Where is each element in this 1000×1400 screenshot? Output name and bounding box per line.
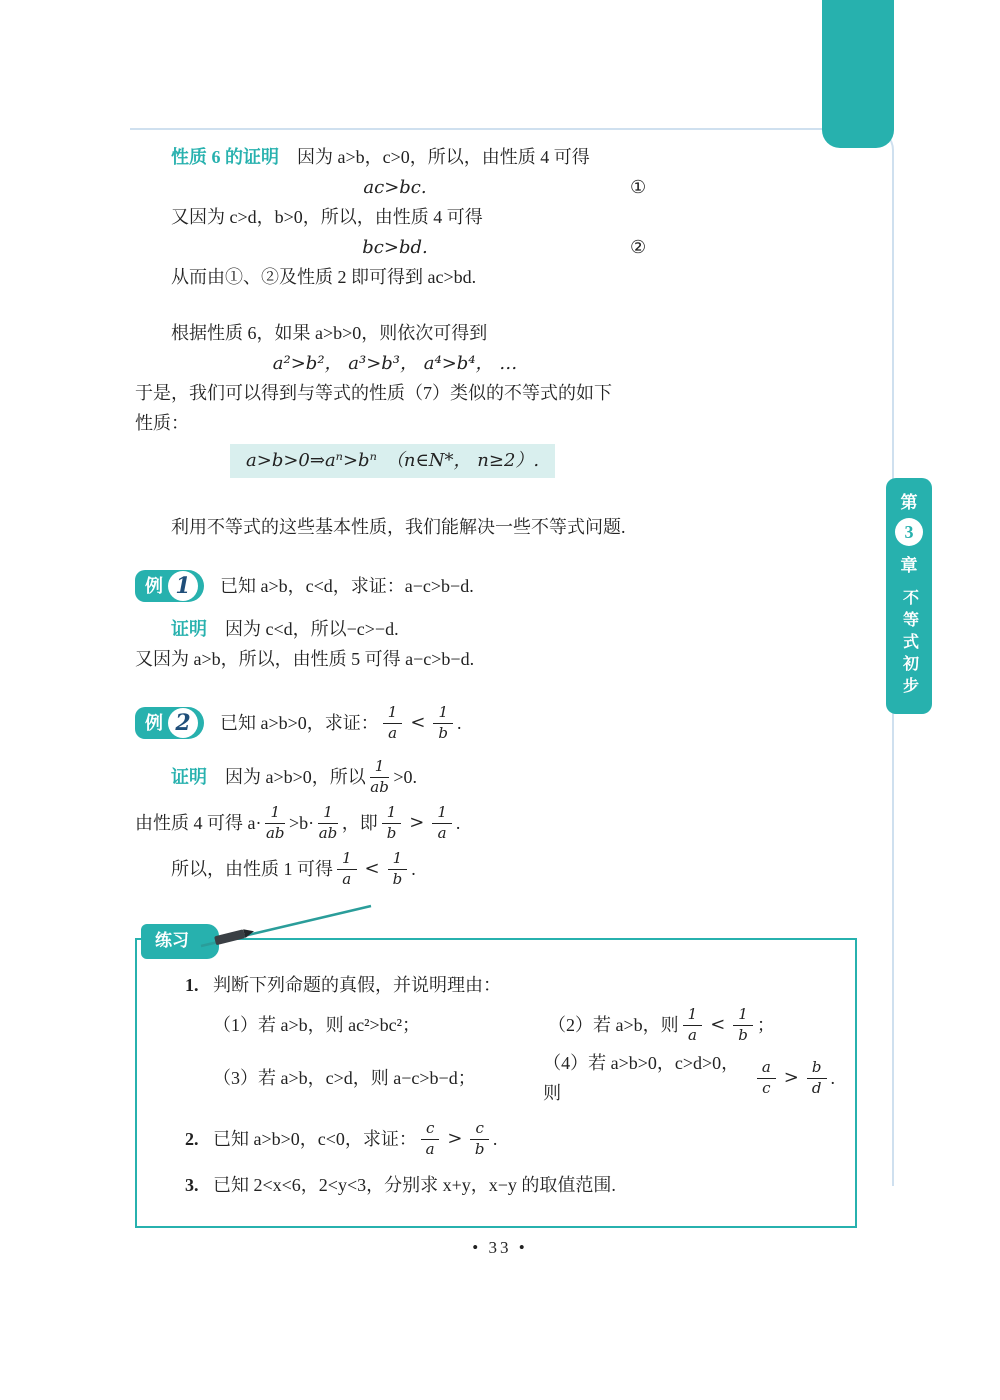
question-2 — [185, 1116, 835, 1162]
text-segment: 已知 a>b>0，c<0，求证： — [213, 1129, 417, 1149]
example-1-proof-label: 证明 — [171, 619, 207, 639]
less-than-sign: < — [710, 1014, 726, 1035]
powers-paragraph — [135, 378, 857, 438]
equation-bc-bd: bc>bd. — [362, 237, 428, 258]
fraction-c-over-b: $\frac{c}{b}$ — [470, 1120, 488, 1158]
example-2-proof-line2 — [135, 800, 857, 846]
question-3-number: 3. — [185, 1175, 199, 1195]
example-2-badge — [135, 707, 204, 739]
text-segment: . — [455, 813, 461, 833]
example-2-badge-label: 例 — [145, 713, 163, 733]
proof6-line2: 又因为 c>d，b>0，所以，由性质 4 可得 — [171, 207, 483, 227]
question-1-subrow-b — [213, 1048, 835, 1108]
text-segment: 由性质 4 可得 a· — [135, 813, 262, 833]
greater-than-sign: > — [447, 1128, 463, 1149]
main-content — [135, 142, 857, 1228]
question-1-item-3: （3）若 a>b，c>d，则 a−c>b−d； — [213, 1068, 476, 1088]
chapter-number-badge — [895, 518, 923, 546]
text-segment: >b· — [289, 813, 315, 833]
fraction-1-over-a: $\frac{1}{a}$ — [383, 704, 403, 742]
text-segment: . — [411, 859, 416, 879]
practice-section — [135, 931, 857, 1228]
fraction-1-over-b: $\frac{1}{b}$ — [382, 804, 402, 842]
fraction-c-over-a: $\frac{c}{a}$ — [421, 1120, 439, 1158]
example-1-proof-line1 — [135, 614, 857, 644]
key-property-formula: a>b>0⇒aⁿ>bⁿ （n∈N*， n≥2）. — [230, 444, 555, 478]
question-1-body — [213, 970, 835, 1108]
equation-ac-bc: ac>bc. — [363, 177, 427, 198]
fraction-1-over-ab: $\frac{1}{ab}$ — [265, 803, 285, 842]
text-segment: ，即 — [341, 813, 378, 833]
less-than-sign: < — [364, 858, 380, 879]
greater-than-sign: > — [783, 1067, 799, 1088]
example-1-statement: 已知 a>b，c<d，求证：a−c>b−d. — [220, 576, 474, 596]
fraction-1-over-ab: $\frac{1}{ab}$ — [370, 757, 389, 796]
chapter-prefix: 第 — [900, 493, 918, 512]
question-3 — [185, 1170, 835, 1200]
chapter-tab — [886, 478, 932, 714]
fraction-1-over-a: $\frac{1}{a}$ — [337, 850, 357, 888]
example-1 — [135, 566, 857, 606]
equation-tag-2: ② — [630, 237, 647, 257]
text-segment: . — [492, 1129, 498, 1149]
text-segment: （2）若 a>b，则 — [548, 1015, 679, 1035]
practice-box — [135, 938, 857, 1228]
proof6-paragraph — [135, 142, 857, 172]
question-2-body — [213, 1116, 497, 1162]
text-segment: ； — [756, 1015, 775, 1035]
question-1-subrow-a — [213, 1002, 835, 1048]
text-segment: （4）若 a>b>0，c>d>0，则 — [543, 1053, 740, 1103]
equation-row-2 — [135, 232, 655, 262]
fraction-1-over-a: $\frac{1}{a}$ — [683, 1006, 703, 1044]
fraction-a-over-c: $\frac{a}{c}$ — [757, 1059, 776, 1097]
question-1-text: 判断下列命题的真假，并说明理由： — [213, 975, 501, 995]
proof6-line1: 因为 a>b，c>0，所以，由性质 4 可得 — [297, 147, 590, 167]
example-2-proof-line3 — [135, 846, 857, 892]
example-2-proof-line1 — [135, 754, 857, 800]
example-1-proof-text: 因为 c<d，所以−c>−d. — [225, 619, 399, 639]
fraction-1-over-b: $\frac{1}{b}$ — [433, 704, 453, 742]
powers-line2a: 于是，我们可以得到与等式的性质（7）类似的不等式的如下 — [135, 383, 612, 403]
equation-row-1 — [135, 172, 655, 202]
example-1-badge — [135, 570, 204, 602]
chapter-number: 3 — [904, 521, 914, 542]
question-1-item-1: （1）若 a>b，则 ac²>bc²； — [213, 1015, 421, 1035]
fraction-1-over-b: $\frac{1}{b}$ — [733, 1006, 753, 1044]
example-1-badge-number: 1 — [168, 571, 198, 601]
example-2-badge-number: 2 — [168, 708, 198, 738]
less-than-sign: < — [410, 712, 426, 733]
fraction-1-over-b: $\frac{1}{b}$ — [388, 850, 408, 888]
example-2-proof-end: >0. — [393, 767, 417, 787]
fraction-1-over-ab: $\frac{1}{ab}$ — [318, 803, 338, 842]
example-1-proof-line2: 又因为 a>b，所以，由性质 5 可得 a−c>b−d. — [135, 649, 475, 669]
proof6-label: 性质 6 的证明 — [171, 147, 279, 167]
proof6-line3: 从而由①、②及性质 2 即可得到 ac>bd. — [171, 267, 477, 287]
powers-line2b: 性质： — [135, 413, 189, 433]
practice-tab-label: 练习 — [155, 931, 189, 950]
powers-equation: a²>b²， a³>b³， a⁴>b⁴， … — [272, 353, 518, 374]
example-2-proof-text: 因为 a>b>0，所以 — [225, 767, 366, 787]
question-1 — [185, 970, 835, 1108]
text-segment: . — [830, 1068, 835, 1088]
greater-than-sign: > — [409, 812, 425, 833]
pencil-icon — [193, 902, 383, 950]
question-3-text: 已知 2<x<6，2<y<3，分别求 x+y，x−y 的取值范围. — [213, 1175, 616, 1195]
key-property-row — [230, 444, 857, 478]
example-2 — [135, 700, 857, 746]
question-1-item-4 — [543, 1048, 835, 1108]
chapter-suffix: 章 — [900, 556, 918, 575]
equation-tag-1: ① — [630, 177, 647, 197]
corner-decoration — [822, 0, 894, 148]
fraction-b-over-d: $\frac{b}{d}$ — [807, 1059, 827, 1097]
question-2-number: 2. — [185, 1129, 199, 1149]
example-1-badge-label: 例 — [145, 576, 163, 596]
question-1-number: 1. — [185, 975, 199, 995]
chapter-title: 不等式初步 — [900, 589, 918, 699]
text-segment: 所以，由性质 1 可得 — [171, 859, 333, 879]
powers-equation-row — [135, 348, 655, 378]
question-1-item-2 — [548, 1006, 775, 1044]
page-number: • 33 • — [472, 1238, 528, 1257]
fraction-1-over-a: $\frac{1}{a}$ — [432, 804, 452, 842]
example-2-proof-label: 证明 — [171, 767, 207, 787]
powers-line1: 根据性质 6，如果 a>b>0，则依次可得到 — [171, 323, 488, 343]
example-2-statement-text: 已知 a>b>0，求证： — [220, 713, 379, 733]
bridge-paragraph: 利用不等式的这些基本性质，我们能解决一些不等式问题. — [171, 517, 626, 537]
example-2-statement-end: . — [456, 713, 462, 733]
